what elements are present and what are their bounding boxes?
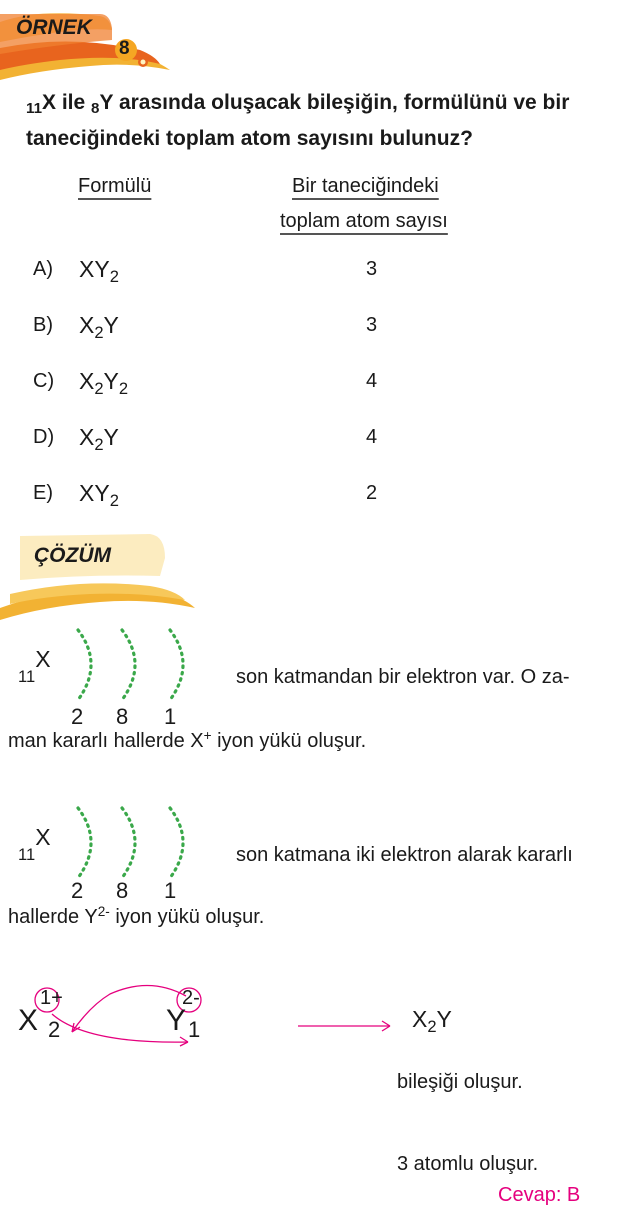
option-row[interactable] xyxy=(0,312,643,352)
solution-badge-swoosh xyxy=(0,528,200,623)
option-formula xyxy=(79,312,119,342)
solution-part1 xyxy=(0,620,643,760)
example-badge xyxy=(0,0,170,80)
product-symbol-1: X xyxy=(412,1006,428,1032)
formula-subscript: 2 xyxy=(109,266,119,286)
part2-text-prefix: hallerde Y xyxy=(8,906,98,928)
part1-charge: + xyxy=(203,728,212,744)
product-subscript: 2 xyxy=(427,1016,437,1036)
part1-shell-count-2: 8 xyxy=(116,704,129,729)
part1-shell-1 xyxy=(78,630,91,700)
formula-header: Formülü xyxy=(78,175,152,197)
part2-symbol: X xyxy=(35,824,51,850)
x-symbol: X xyxy=(41,91,56,114)
question-text xyxy=(26,86,636,156)
formula-symbol: X xyxy=(79,480,95,506)
part1-text-suffix: iyon yükü oluşur. xyxy=(211,730,367,752)
part2-shell-count-1: 2 xyxy=(71,878,84,903)
yields-arrow xyxy=(298,1021,390,1031)
part2-text-line2 xyxy=(8,906,264,929)
formula-symbol: Y xyxy=(103,368,119,394)
answer-label: Cevap: B xyxy=(498,1184,581,1206)
solution-badge-label: ÇÖZÜM xyxy=(34,544,111,567)
part1-shell-count-1: 2 xyxy=(71,704,84,729)
option-atom-count: 2 xyxy=(366,482,378,504)
option-row[interactable] xyxy=(0,256,643,296)
part2-shell-count-3: 1 xyxy=(164,878,177,903)
question-connector: ile xyxy=(61,91,86,114)
formula-symbol: Y xyxy=(103,312,119,338)
part2-electron-shells xyxy=(70,804,200,884)
option-row[interactable] xyxy=(0,480,643,520)
option-letter: B) xyxy=(33,314,53,336)
formula-subscript: 2 xyxy=(94,322,104,342)
crossover-x-charge: 1+ xyxy=(40,987,63,1009)
part1-element xyxy=(18,646,51,686)
example-badge-label: ÖRNEK xyxy=(16,16,92,39)
crossover-x-symbol: X xyxy=(18,1004,39,1037)
part1-symbol: X xyxy=(35,646,51,672)
question-line2: taneciğindeki toplam atom sayısını bulunuz? xyxy=(26,127,473,150)
formula-symbol: X xyxy=(79,256,95,282)
question-rest-line1: arasında oluşacak bileşiğin, formülünü ve bir xyxy=(118,91,570,114)
part2-atomic-number: 11 xyxy=(18,844,36,864)
formula-symbol: Y xyxy=(103,424,119,450)
formula-symbol: Y xyxy=(94,480,110,506)
formula-symbol: X xyxy=(79,312,95,338)
y-atomic-number: 8 xyxy=(91,100,100,118)
formula-symbol: Y xyxy=(94,256,110,282)
formula-symbol: X xyxy=(79,424,95,450)
x-atomic-number: 11 xyxy=(26,100,42,118)
count-header-line1: Bir taneciğindeki xyxy=(292,175,439,197)
option-formula xyxy=(79,256,119,286)
formula-subscript: 2 xyxy=(118,378,129,398)
crossover-x-subscript: 2 xyxy=(48,1017,61,1042)
crossover-diagram xyxy=(0,980,643,1070)
part2-shell-count-2: 8 xyxy=(116,878,129,903)
formula-symbol: X xyxy=(79,368,95,394)
option-formula xyxy=(79,480,119,510)
part1-text-line1: son katmandan bir elektron var. O za- xyxy=(236,666,570,688)
example-number: 8 xyxy=(119,38,130,59)
example-badge-swoosh xyxy=(0,0,170,80)
option-formula xyxy=(79,424,119,454)
y-symbol: Y xyxy=(99,91,114,114)
option-atom-count: 4 xyxy=(366,370,378,392)
part2-charge: 2- xyxy=(97,904,110,920)
product-formula xyxy=(412,1006,452,1036)
option-letter: C) xyxy=(33,370,55,392)
part1-text-prefix: man kararlı hallerde X xyxy=(8,730,204,752)
part1-shell-count-3: 1 xyxy=(164,704,177,729)
option-letter: D) xyxy=(33,426,55,448)
part2-text-line1: son katmana iki elektron alarak kararlı xyxy=(236,844,573,866)
crossover-y-subscript: 1 xyxy=(188,1017,201,1042)
part2-text-suffix: iyon yükü oluşur. xyxy=(109,906,265,928)
option-atom-count: 3 xyxy=(366,258,378,280)
crossover-y-charge: 2- xyxy=(182,987,200,1009)
crossover-arrows xyxy=(0,980,643,1070)
part2-shell-1 xyxy=(78,808,91,878)
part1-shell-3 xyxy=(170,630,183,700)
part2-shell-2 xyxy=(122,808,135,878)
option-letter: A) xyxy=(33,258,53,280)
part2-element xyxy=(18,824,51,864)
count-header-line2: toplam atom sayısı xyxy=(280,210,448,232)
part1-electron-shells xyxy=(70,626,200,706)
formula-subscript: 2 xyxy=(94,434,104,454)
product-symbol-2: Y xyxy=(436,1006,452,1032)
part2-shell-3 xyxy=(170,808,183,878)
option-atom-count: 3 xyxy=(366,314,378,336)
formula-subscript: 2 xyxy=(109,490,119,510)
formula-subscript: 2 xyxy=(94,378,104,398)
part1-shell-2 xyxy=(122,630,135,700)
option-row[interactable] xyxy=(0,368,643,408)
question-line1 xyxy=(26,86,636,122)
solution-badge xyxy=(0,528,200,623)
atom-note: 3 atomlu oluşur. xyxy=(397,1153,539,1175)
option-letter: E) xyxy=(33,482,53,504)
option-atom-count: 4 xyxy=(366,426,378,448)
option-formula xyxy=(79,368,129,398)
solution-part2 xyxy=(0,798,643,938)
crossover-y-symbol: Y xyxy=(166,1004,187,1037)
option-row[interactable] xyxy=(0,424,643,464)
part1-atomic-number: 11 xyxy=(18,666,36,686)
part1-text-line2 xyxy=(8,730,366,753)
product-note: bileşiği oluşur. xyxy=(397,1071,523,1093)
